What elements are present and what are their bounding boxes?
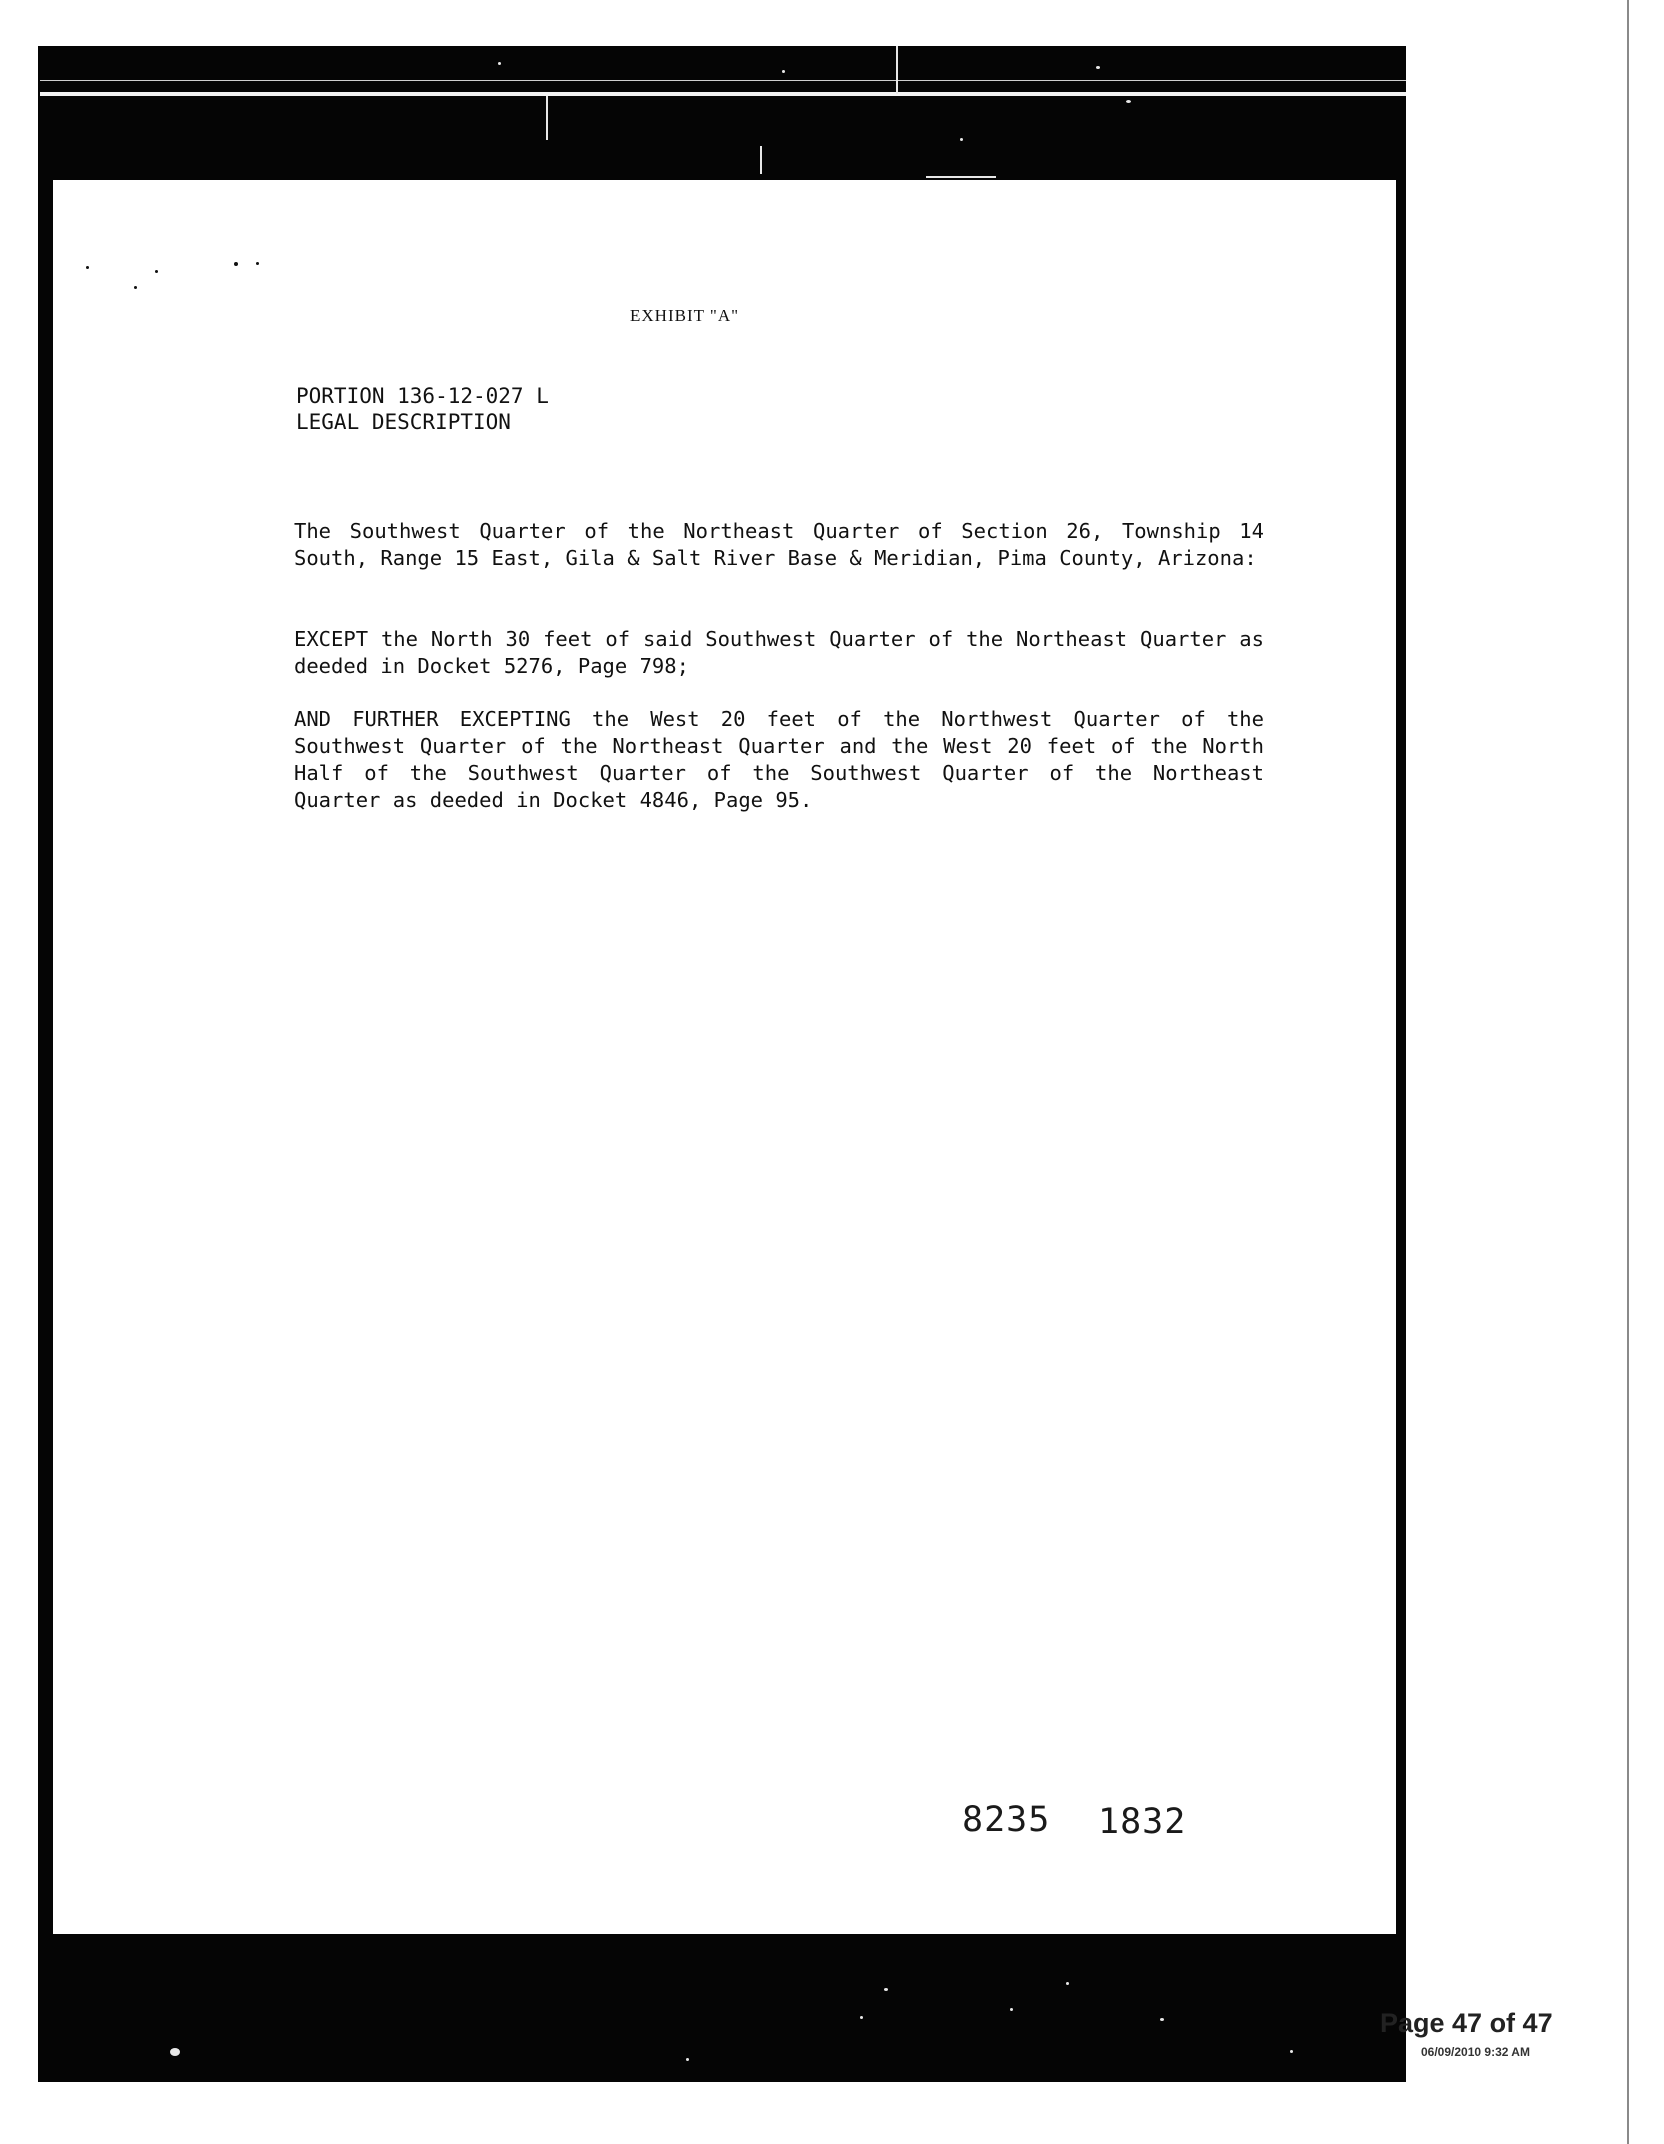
scan-speck: [960, 138, 963, 141]
portion-number: PORTION 136-12-027 L: [296, 384, 549, 408]
scan-speck: [546, 96, 548, 140]
scan-speck: [686, 2058, 689, 2061]
recording-page-number: 1832: [1098, 1802, 1187, 1842]
page-indicator: Page 47 of 47: [1380, 2008, 1553, 2038]
scan-speck: [1066, 1982, 1069, 1985]
scan-speck: [884, 1988, 888, 1991]
scan-speck: [134, 286, 137, 289]
scan-speck: [86, 266, 89, 269]
scan-speck: [1160, 2018, 1164, 2021]
document-page: [53, 180, 1396, 1934]
scan-rule: [40, 92, 1406, 96]
scan-speck: [1010, 2008, 1013, 2011]
scan-speck: [256, 262, 259, 265]
legal-paragraph: AND FURTHER EXCEPTING the West 20 feet of the Northwest Quarter of the Southwest Quarter of the Northeast Quarter and the West 20 feet of the North Half of the Southwest Quarter of the Southwest Quarter of the Northeast Quarter as deeded in Docket 4846, Page 95.: [294, 707, 1264, 812]
viewer-divider: [1627, 0, 1629, 2144]
scan-speck: [1290, 2050, 1293, 2053]
scan-speck: [760, 146, 762, 174]
scan-speck: [926, 176, 996, 178]
scan-speck: [860, 2016, 863, 2019]
recording-docket-number: 8235: [962, 1800, 1051, 1840]
scan-speck: [234, 262, 238, 266]
scan-speck: [896, 46, 898, 94]
scan-rule: [40, 80, 1406, 81]
scan-speck: [170, 2048, 180, 2056]
scan-speck: [782, 70, 785, 73]
exhibit-title: EXHIBIT "A": [630, 306, 740, 325]
legal-paragraph: EXCEPT the North 30 feet of said Southwest Quarter of the Northeast Quarter as deeded in Docket 5276, Page 798;: [294, 627, 1264, 678]
scan-speck: [155, 270, 158, 273]
scan-speck: [1126, 100, 1131, 103]
legal-description-heading: LEGAL DESCRIPTION: [296, 410, 511, 434]
scan-speck: [498, 62, 501, 65]
print-timestamp: 06/09/2010 9:32 AM: [1421, 2045, 1530, 2059]
legal-paragraph: The Southwest Quarter of the Northeast Quarter of Section 26, Township 14 South, Range 15 East, Gila & Salt River Base & Meridian, Pima County, Arizona:: [294, 519, 1264, 570]
scan-speck: [1096, 66, 1100, 69]
